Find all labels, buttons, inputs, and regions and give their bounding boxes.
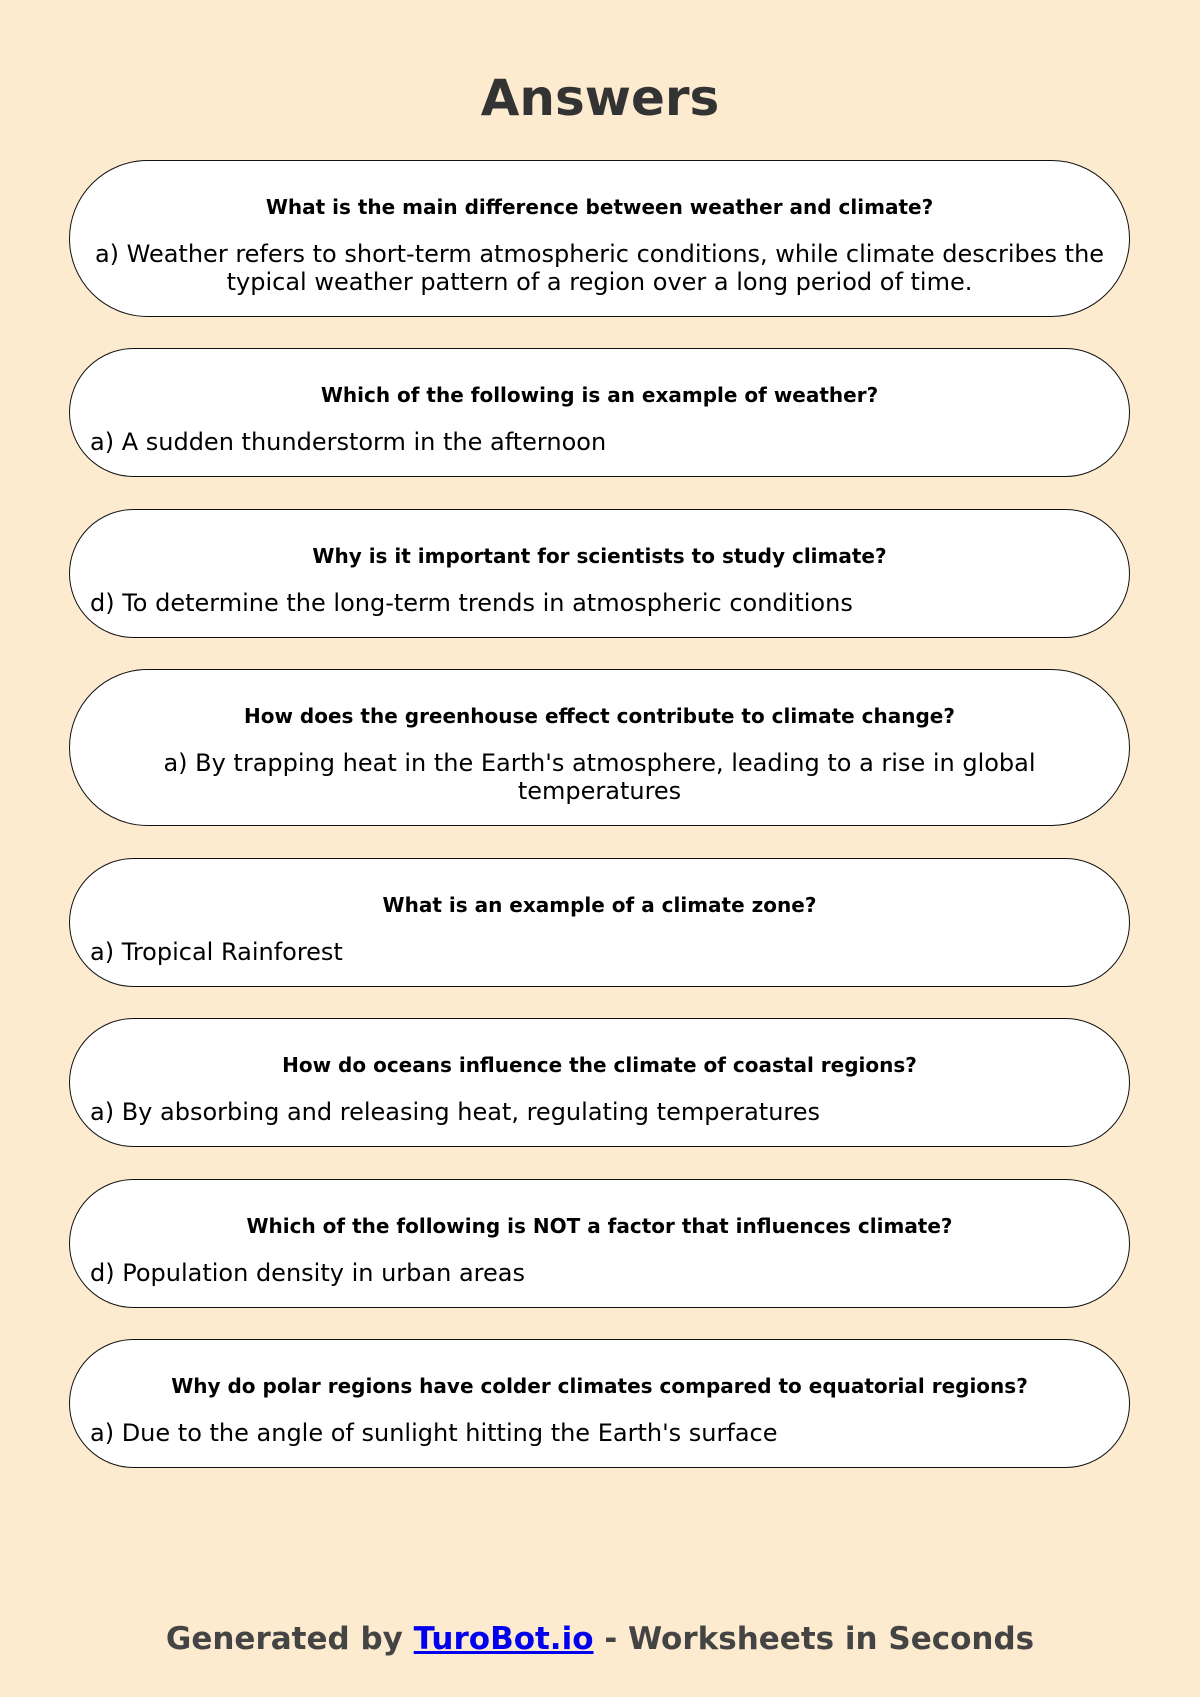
question-text: Why do polar regions have colder climates compared to equatorial regions? (171, 1374, 1028, 1398)
footer (0, 1617, 1200, 1661)
answer-card-1 (69, 160, 1130, 317)
answer-card-3 (69, 509, 1130, 638)
answer-text: a) A sudden thunderstorm in the afternoon (90, 428, 607, 456)
answer-card-6 (69, 1018, 1130, 1147)
turobot-link[interactable]: TuroBot.io (413, 1621, 594, 1657)
question-text: Why is it important for scientists to study climate? (312, 544, 887, 568)
answer-text: a) By absorbing and releasing heat, regulating temperatures (90, 1098, 821, 1126)
question-text: What is an example of a climate zone? (382, 893, 817, 917)
answer-card-2 (69, 348, 1130, 477)
answer-card-4 (69, 669, 1130, 826)
answer-text: a) Due to the angle of sunlight hitting the Earth's surface (90, 1419, 778, 1447)
question-text: What is the main difference between weather and climate? (265, 195, 934, 219)
answer-card-7 (69, 1179, 1130, 1308)
answer-text: d) To determine the long-term trends in atmospheric conditions (90, 589, 853, 617)
answer-text: a) Weather refers to short-term atmospheric conditions, while climate describes the typical weather pattern of a region over a long period of time. (94, 240, 1105, 296)
answer-card-8 (69, 1339, 1130, 1468)
answer-text: a) Tropical Rainforest (90, 938, 343, 966)
answer-text: a) By trapping heat in the Earth's atmosphere, leading to a rise in global temperatures (163, 749, 1036, 805)
footer-prefix: Generated by (165, 1621, 403, 1657)
answer-text: d) Population density in urban areas (90, 1259, 525, 1287)
question-text: How do oceans influence the climate of coastal regions? (282, 1053, 917, 1077)
footer-suffix: - Worksheets in Seconds (604, 1621, 1035, 1657)
question-text: Which of the following is an example of weather? (320, 383, 879, 407)
question-text: Which of the following is NOT a factor that influences climate? (246, 1214, 953, 1238)
answer-card-5 (69, 858, 1130, 987)
page-title: Answers (480, 69, 720, 127)
question-text: How does the greenhouse effect contribute to climate change? (244, 704, 955, 728)
